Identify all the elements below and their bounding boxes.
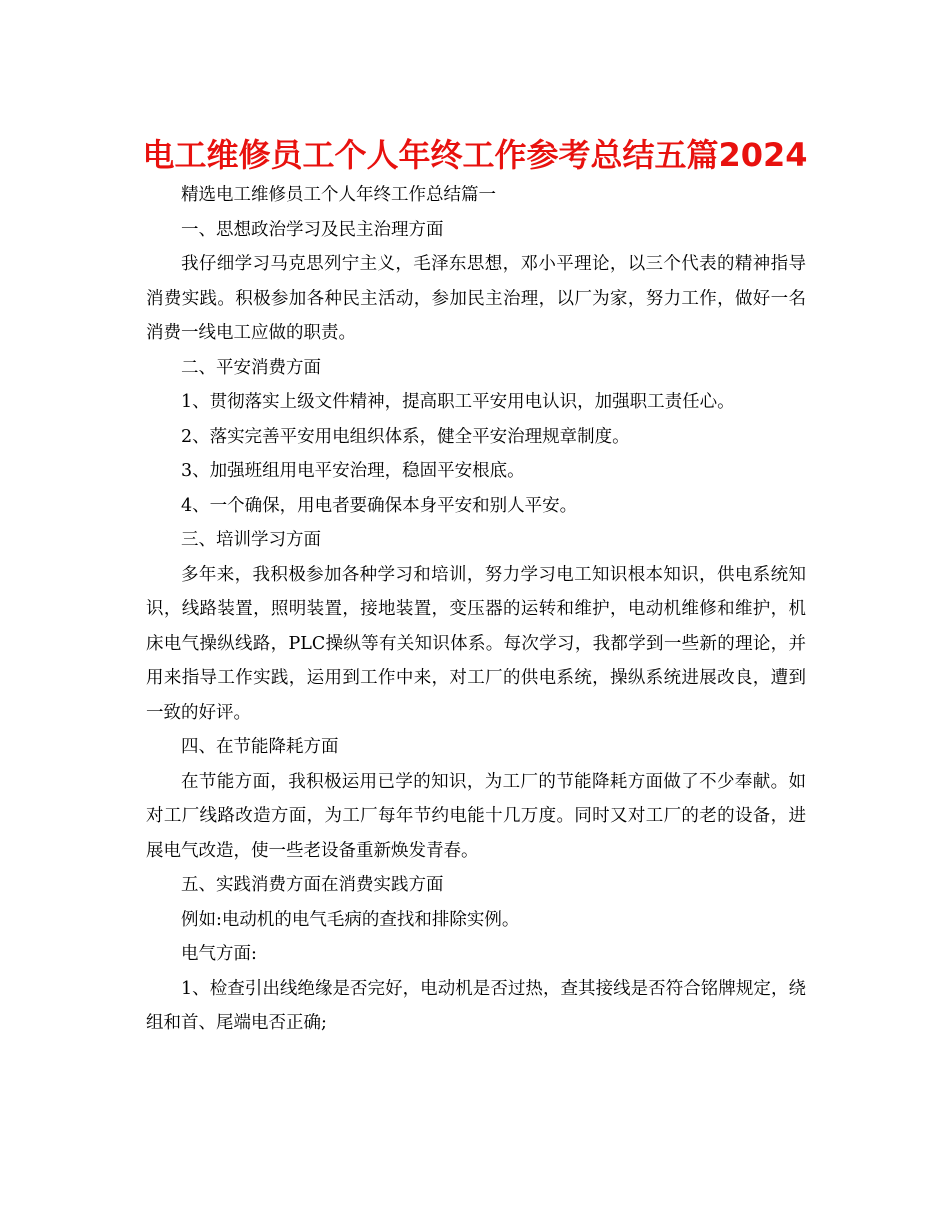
paragraph: 我仔细学习马克思列宁主义，毛泽东思想，邓小平理论，以三个代表的精神指导消费实践。积极参加各种民主活动，参加民主治理，以厂为家，努力工作，做好一名消费一线电工应做的职责。 <box>146 254 806 343</box>
list-item: 3、加强班组用电平安治理，稳固平安根底。 <box>181 461 525 481</box>
paragraph: 电气方面: <box>181 944 257 964</box>
section-heading-energy-saving: 四、在节能降耗方面 <box>181 737 339 757</box>
subtitle-paragraph: 精选电工维修员工个人年终工作总结篇一 <box>181 185 496 205</box>
paragraph: 在节能方面，我积极运用已学的知识，为工厂的节能降耗方面做了不少奉献。如对工厂线路改造方面，为工厂每年节约电能十几万度。同时又对工厂的老的设备，进展电气改造，使一些老设备重新焕发青春。 <box>146 771 806 861</box>
section-heading-practice: 五、实践消费方面在消费实践方面 <box>181 875 444 895</box>
section-heading-training: 三、培训学习方面 <box>181 530 321 550</box>
document-body <box>146 178 806 1041</box>
paragraph: 例如:电动机的电气毛病的查找和排除实例。 <box>181 909 520 930</box>
paragraph: 多年来，我积极参加各种学习和培训，努力学习电工知识根本知识，供电系统知识，线路装置，照明装置，接地装置，变压器的运转和维护，电动机维修和维护，机床电气操纵线路，PLC操纵等有关知识体系。每次学习，我都学到一些新的理论，并用来指导工作实践，运用到工作中来，对工厂的供电系统，操纵系统进展改良，遭到一致的好评。 <box>146 564 806 723</box>
list-item: 1、贯彻落实上级文件精神，提高职工平安用电认识，加强职工责任心。 <box>181 392 735 412</box>
list-item: 2、落实完善平安用电组织体系，健全平安治理规章制度。 <box>181 426 630 447</box>
list-item: 4、一个确保，用电者要确保本身平安和别人平安。 <box>181 495 578 516</box>
list-item: 1、检查引出线绝缘是否完好，电动机是否过热，查其接线是否符合铭牌规定，绕组和首、尾端电否正确; <box>146 978 806 1033</box>
document-title: 电工维修员工个人年终工作参考总结五篇2024 <box>142 136 808 174</box>
section-heading-safety: 二、平安消费方面 <box>181 357 321 378</box>
section-heading-political-study: 一、思想政治学习及民主治理方面 <box>181 219 444 240</box>
